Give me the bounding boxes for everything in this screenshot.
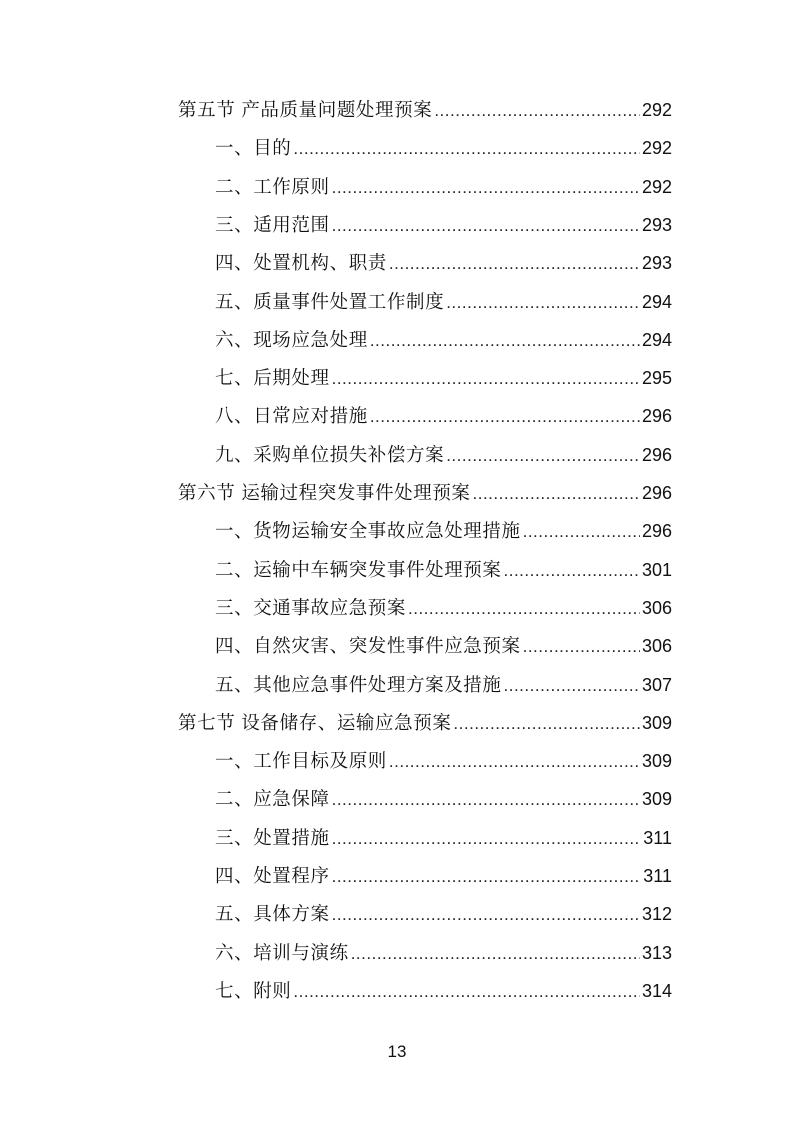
- toc-leader-dots: [504, 676, 640, 696]
- toc-page-number: 292: [641, 138, 672, 159]
- toc-page-number: 314: [641, 980, 672, 1001]
- toc-section-number: 第六节: [178, 483, 236, 504]
- toc-page-number: 313: [641, 942, 672, 963]
- toc-page-number: 312: [641, 904, 672, 925]
- toc-page-number: 307: [641, 674, 672, 695]
- toc-page-number: 293: [641, 214, 672, 235]
- toc-leader-dots: [332, 867, 642, 887]
- page-number: 13: [387, 1042, 407, 1061]
- toc-entry-text: 六、现场应急处理: [215, 329, 368, 351]
- toc-item-entry[interactable]: [0, 243, 794, 281]
- toc-section-number: 第七节: [178, 712, 236, 734]
- toc-item-entry[interactable]: [0, 205, 794, 243]
- toc-entry-title: [215, 900, 330, 926]
- toc-item-entry[interactable]: [0, 933, 794, 971]
- toc-entry-text: 五、其他应急事件处理方案及措施: [215, 674, 502, 696]
- toc-leader-dots: [523, 522, 640, 542]
- toc-leader-dots: [389, 254, 640, 274]
- toc-entry-title: [215, 441, 444, 467]
- toc-section-entry[interactable]: [0, 90, 794, 128]
- toc-entry-title: [215, 747, 387, 773]
- toc-entry-text: 六、培训与演练: [215, 942, 349, 964]
- toc-entry-title: [215, 632, 521, 658]
- toc-entry-text: 一、工作目标及原则: [215, 751, 387, 773]
- toc-entry-title: [215, 824, 330, 850]
- toc-item-entry[interactable]: [0, 282, 794, 320]
- toc-page-number: 309: [641, 712, 672, 733]
- toc-entry-title: [215, 326, 368, 352]
- toc-entry-text: 三、适用范围: [215, 214, 330, 236]
- toc-entry-title: [215, 594, 406, 620]
- toc-entry-text: 四、处置程序: [215, 866, 330, 887]
- toc-leader-dots: [370, 331, 640, 351]
- toc-entry-text: 九、采购单位损失补偿方案: [215, 444, 445, 466]
- toc-entry-title: [215, 977, 291, 1003]
- toc-entry-title: [215, 288, 444, 314]
- toc-entry-text: 七、后期处理: [215, 368, 330, 390]
- toc-page-number: 296: [641, 406, 672, 427]
- toc-section-entry[interactable]: [0, 473, 794, 511]
- toc-leader-dots: [370, 407, 640, 427]
- toc-entry-text: 四、处置机构、职责: [215, 253, 387, 275]
- toc-entry-title: [215, 671, 502, 697]
- toc-item-entry[interactable]: [0, 435, 794, 473]
- toc-item-entry[interactable]: [0, 511, 794, 549]
- toc-item-entry[interactable]: [0, 626, 794, 664]
- toc-leader-dots: [332, 905, 640, 925]
- toc-leader-dots: [332, 829, 642, 849]
- toc-entry-text: 运输过程突发事件处理预案: [241, 483, 471, 504]
- toc-item-entry[interactable]: [0, 665, 794, 703]
- toc-item-entry[interactable]: [0, 779, 794, 817]
- toc-entry-title: [178, 96, 432, 122]
- toc-entry-title: [215, 785, 330, 811]
- toc-entry-title: [215, 249, 387, 275]
- toc-leader-dots: [351, 944, 640, 964]
- toc-leader-dots: [293, 139, 640, 159]
- toc-leader-dots: [293, 982, 640, 1002]
- toc-entry-text: 二、应急保障: [215, 789, 330, 811]
- toc-entry-text: 三、处置措施: [215, 827, 330, 849]
- toc-entry-title: [215, 173, 330, 199]
- toc-item-entry[interactable]: [0, 550, 794, 588]
- toc-entry-title: [215, 939, 349, 965]
- toc-item-entry[interactable]: [0, 320, 794, 358]
- toc-leader-dots: [332, 216, 640, 236]
- toc-item-entry[interactable]: [0, 358, 794, 396]
- toc-entry-title: [178, 479, 471, 505]
- toc-entry-text: 三、交通事故应急预案: [215, 597, 407, 619]
- toc-page-number: 296: [641, 521, 672, 542]
- toc-item-entry[interactable]: [0, 894, 794, 932]
- toc-item-entry[interactable]: [0, 128, 794, 166]
- toc-entry-text: 四、自然灾害、突发性事件应急预案: [215, 636, 521, 658]
- toc-page-number: 292: [641, 100, 672, 120]
- toc-page-number: 306: [641, 636, 672, 657]
- toc-section-number: 第五节: [178, 100, 236, 121]
- toc-entry-title: [178, 709, 451, 735]
- toc-page-number: 311: [643, 827, 672, 848]
- toc-entry-title: [215, 211, 330, 237]
- toc-entry-text: 八、日常应对措施: [215, 406, 368, 428]
- toc-page-number: 309: [641, 751, 672, 772]
- toc-section-entry[interactable]: [0, 703, 794, 741]
- toc-leader-dots: [473, 484, 640, 504]
- toc-leader-dots: [446, 293, 640, 313]
- toc-page-number: 292: [641, 176, 672, 197]
- toc-entry-title: [215, 134, 291, 160]
- toc-page-number: 296: [641, 483, 672, 503]
- toc-entry-text: 五、具体方案: [215, 904, 330, 926]
- toc-page-number: 294: [641, 291, 672, 312]
- toc-leader-dots: [408, 599, 640, 619]
- toc-page-number: 301: [641, 559, 672, 580]
- toc-leader-dots: [523, 637, 640, 657]
- toc-page-number: 293: [641, 253, 672, 274]
- toc-entry-text: 一、货物运输安全事故应急处理措施: [215, 521, 521, 543]
- toc-leader-dots: [446, 446, 640, 466]
- toc-page-number: 294: [641, 329, 672, 350]
- toc-leader-dots: [389, 752, 640, 772]
- toc-entry-title: [215, 402, 368, 428]
- toc-leader-dots: [453, 714, 640, 734]
- toc-entry-title: [215, 556, 502, 582]
- toc-item-entry[interactable]: [0, 741, 794, 779]
- toc-leader-dots: [332, 369, 640, 389]
- toc-item-entry[interactable]: [0, 856, 794, 894]
- toc-entry-title: [215, 517, 521, 543]
- toc-page-number: 295: [641, 368, 672, 389]
- toc-leader-dots: [332, 178, 640, 198]
- toc-entry-text: 二、运输中车辆突发事件处理预案: [215, 559, 502, 581]
- toc-item-entry[interactable]: [0, 818, 794, 856]
- toc-entry-text: 二、工作原则: [215, 176, 330, 198]
- toc-item-entry[interactable]: [0, 396, 794, 434]
- toc-entry-text: 产品质量问题处理预案: [241, 100, 433, 121]
- toc-page-number: 311: [643, 866, 672, 886]
- toc-page-number: 296: [641, 444, 672, 465]
- toc-page-number: 309: [641, 789, 672, 810]
- toc-page-number: 306: [641, 597, 672, 618]
- toc-item-entry[interactable]: [0, 167, 794, 205]
- toc-leader-dots: [504, 561, 640, 581]
- toc-entry-title: [215, 364, 330, 390]
- toc-item-entry[interactable]: [0, 971, 794, 1009]
- toc-entry-title: [215, 862, 330, 888]
- toc-leader-dots: [332, 790, 640, 810]
- toc-item-entry[interactable]: [0, 588, 794, 626]
- toc-entry-text: 七、附则: [215, 980, 292, 1002]
- toc-entry-text: 五、质量事件处置工作制度: [215, 291, 445, 313]
- toc-entry-text: 一、目的: [215, 138, 292, 160]
- toc-leader-dots: [434, 101, 640, 121]
- toc-entry-text: 设备储存、运输应急预案: [241, 712, 452, 734]
